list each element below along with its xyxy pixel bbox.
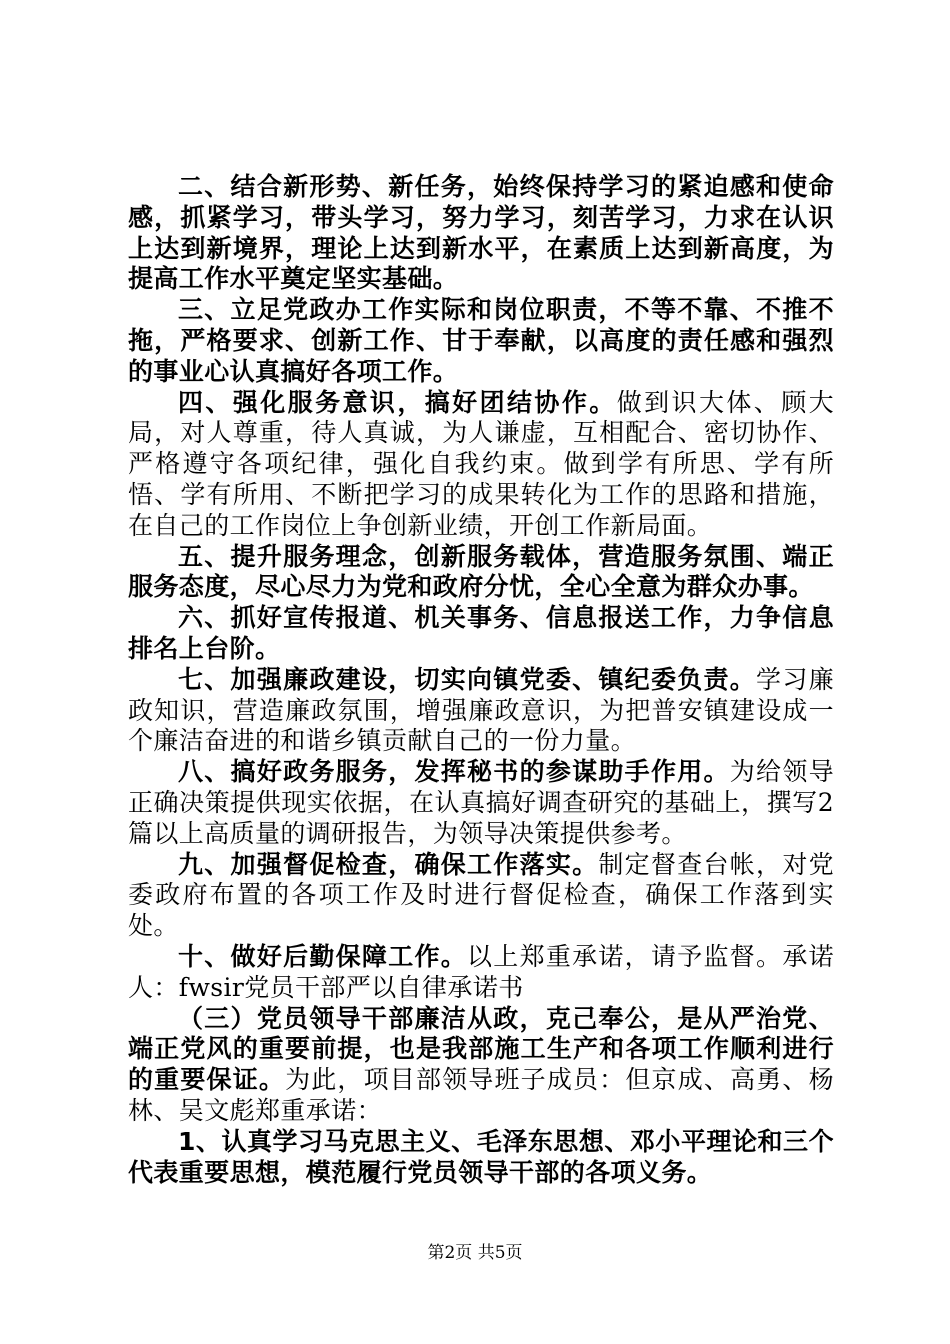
page-number-indicator: 第2页 共5页 [427,1243,523,1263]
paragraph-10 [128,1004,834,1127]
paragraph-lead: 二、结合新形势、新任务，始终保持学习的紧迫感和使命感，抓紧学习，带头学习，努力学习，刻苦学习，力求在认识上达到新境界，理论上达到新水平，在素质上达到新高度，为提高工作水平奠定坚实基础。 [128,172,834,294]
paragraph-4 [128,542,834,604]
paragraph-11 [128,1127,834,1189]
paragraph-8 [128,850,834,942]
document-body [128,172,834,1188]
paragraph-lead: 四、强化服务意识，搞好团结协作。 [178,387,617,417]
paragraph-lead: 三、立足党政办工作实际和岗位职责，不等不靠、不推不拖，严格要求、创新工作、甘于奉献，以高度的责任感和强烈的事业心认真搞好各项工作。 [128,295,834,386]
paragraph-3 [128,388,834,542]
paragraph-text: 以上郑重承诺，请予监督。承诺人：fwsir党员干部严以自律承诺书 [128,941,834,1002]
paragraph-text: 为此，项目部领导班子成员：但京成、高勇、杨林、吴文彪郑重承诺： [128,1065,834,1125]
paragraph-lead: 五、提升服务理念，创新服务载体，营造服务氛围、端正服务态度，尽心尽力为党和政府分忧，全心全意为群众办事。 [128,541,834,602]
paragraph-2 [128,295,834,387]
paragraph-lead: 八、搞好政务服务，发挥秘书的参谋助手作用。 [178,757,730,787]
paragraph-lead: 九、加强督促检查，确保工作落实。 [178,849,599,879]
paragraph-1 [128,172,834,295]
paragraph-lead: 1、认真学习马克思主义、毛泽东思想、邓小平理论和三个代表重要思想，模范履行党员领导干部的各项义务。 [128,1126,834,1187]
paragraph-text: 为给领导正确决策提供现实依据，在认真搞好调查研究的基础上，撰写2篇以上高质量的调研报告，为领导决策提供参考。 [128,757,834,848]
paragraph-6 [128,665,834,757]
paragraph-lead: 六、抓好宣传报道、机关事务、信息报送工作，力争信息排名上台阶。 [128,603,834,663]
paragraph-text: 做到识大体、顾大局，对人尊重，待人真诚，为人谦虚，互相配合、密切协作、严格遵守各项纪律，强化自我约束。做到学有所思、学有所悟、学有所用、不断把学习的成果转化为工作的思路和措施，在自己的工作岗位上争创新业绩，开创工作新局面。 [128,387,835,540]
paragraph-text: 学习廉政知识，营造廉政氛围，增强廉政意识，为把普安镇建设成一个廉洁奋进的和谐乡镇贡献自己的一份力量。 [128,664,834,756]
paragraph-9 [128,942,834,1004]
paragraph-5 [128,603,834,665]
paragraph-lead: 七、加强廉政建设，切实向镇党委、镇纪委负责。 [178,664,757,694]
paragraph-lead: 十、做好后勤保障工作。 [178,941,468,971]
page-footer [0,1243,950,1263]
paragraph-7 [128,757,834,849]
paragraph-text: 制定督查台帐，对党委政府布置的各项工作及时进行督促检查，确保工作落到实处。 [128,849,835,941]
paragraph-lead: （三）党员领导干部廉洁从政，克己奉公，是从严治党、端正党风的重要前提，也是我部施工生产和各项工作顺利进行的重要保证。 [128,1003,834,1095]
